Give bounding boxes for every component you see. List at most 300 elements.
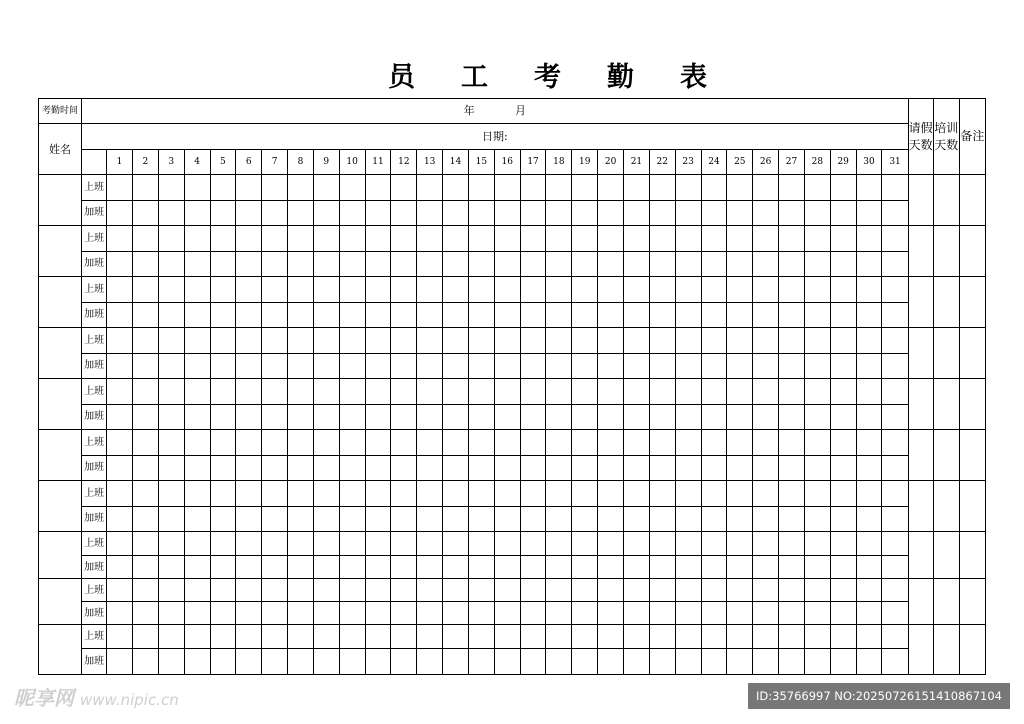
attendance-day-cell[interactable] <box>339 302 365 328</box>
attendance-day-cell[interactable] <box>624 481 650 507</box>
attendance-day-cell[interactable] <box>391 649 417 675</box>
attendance-day-cell[interactable] <box>262 328 288 354</box>
attendance-day-cell[interactable] <box>804 579 830 602</box>
remarks-cell[interactable] <box>959 579 985 625</box>
attendance-day-cell[interactable] <box>520 579 546 602</box>
attendance-day-cell[interactable] <box>184 625 210 649</box>
remarks-cell[interactable] <box>959 379 985 430</box>
leave-days-cell[interactable] <box>908 430 933 481</box>
attendance-day-cell[interactable] <box>830 649 856 675</box>
attendance-day-cell[interactable] <box>572 506 598 532</box>
attendance-day-cell[interactable] <box>804 625 830 649</box>
employee-name-cell[interactable] <box>39 328 82 379</box>
attendance-day-cell[interactable] <box>779 556 805 579</box>
attendance-day-cell[interactable] <box>443 455 469 481</box>
attendance-day-cell[interactable] <box>675 379 701 405</box>
attendance-day-cell[interactable] <box>339 556 365 579</box>
attendance-day-cell[interactable] <box>313 506 339 532</box>
attendance-day-cell[interactable] <box>391 353 417 379</box>
attendance-day-cell[interactable] <box>520 506 546 532</box>
attendance-day-cell[interactable] <box>572 556 598 579</box>
attendance-day-cell[interactable] <box>365 226 391 252</box>
attendance-day-cell[interactable] <box>804 277 830 303</box>
attendance-day-cell[interactable] <box>339 379 365 405</box>
attendance-day-cell[interactable] <box>624 625 650 649</box>
attendance-day-cell[interactable] <box>675 649 701 675</box>
employee-name-cell[interactable] <box>39 226 82 277</box>
attendance-day-cell[interactable] <box>443 175 469 201</box>
attendance-day-cell[interactable] <box>494 625 520 649</box>
attendance-day-cell[interactable] <box>598 532 624 556</box>
attendance-day-cell[interactable] <box>443 481 469 507</box>
attendance-day-cell[interactable] <box>701 328 727 354</box>
attendance-day-cell[interactable] <box>313 481 339 507</box>
attendance-day-cell[interactable] <box>339 200 365 226</box>
attendance-day-cell[interactable] <box>210 430 236 456</box>
attendance-day-cell[interactable] <box>262 430 288 456</box>
attendance-day-cell[interactable] <box>882 481 908 507</box>
attendance-day-cell[interactable] <box>779 353 805 379</box>
attendance-day-cell[interactable] <box>210 649 236 675</box>
attendance-day-cell[interactable] <box>468 506 494 532</box>
attendance-day-cell[interactable] <box>288 532 314 556</box>
attendance-day-cell[interactable] <box>158 251 184 277</box>
attendance-day-cell[interactable] <box>753 625 779 649</box>
attendance-day-cell[interactable] <box>675 579 701 602</box>
attendance-day-cell[interactable] <box>779 404 805 430</box>
attendance-day-cell[interactable] <box>184 602 210 625</box>
attendance-day-cell[interactable] <box>727 579 753 602</box>
attendance-day-cell[interactable] <box>417 277 443 303</box>
attendance-day-cell[interactable] <box>675 226 701 252</box>
attendance-day-cell[interactable] <box>598 481 624 507</box>
attendance-day-cell[interactable] <box>753 251 779 277</box>
attendance-day-cell[interactable] <box>365 175 391 201</box>
attendance-day-cell[interactable] <box>649 579 675 602</box>
attendance-day-cell[interactable] <box>468 556 494 579</box>
attendance-day-cell[interactable] <box>365 379 391 405</box>
attendance-day-cell[interactable] <box>830 430 856 456</box>
attendance-day-cell[interactable] <box>236 175 262 201</box>
attendance-day-cell[interactable] <box>753 506 779 532</box>
attendance-day-cell[interactable] <box>184 649 210 675</box>
attendance-day-cell[interactable] <box>236 404 262 430</box>
attendance-day-cell[interactable] <box>753 175 779 201</box>
attendance-day-cell[interactable] <box>288 625 314 649</box>
attendance-day-cell[interactable] <box>288 226 314 252</box>
attendance-day-cell[interactable] <box>132 579 158 602</box>
attendance-day-cell[interactable] <box>572 602 598 625</box>
attendance-day-cell[interactable] <box>262 602 288 625</box>
attendance-day-cell[interactable] <box>675 556 701 579</box>
attendance-day-cell[interactable] <box>779 200 805 226</box>
attendance-day-cell[interactable] <box>443 226 469 252</box>
attendance-day-cell[interactable] <box>598 302 624 328</box>
attendance-day-cell[interactable] <box>882 379 908 405</box>
attendance-day-cell[interactable] <box>830 200 856 226</box>
attendance-day-cell[interactable] <box>132 430 158 456</box>
attendance-day-cell[interactable] <box>779 602 805 625</box>
attendance-day-cell[interactable] <box>598 251 624 277</box>
attendance-day-cell[interactable] <box>210 175 236 201</box>
attendance-day-cell[interactable] <box>494 353 520 379</box>
attendance-day-cell[interactable] <box>391 175 417 201</box>
attendance-day-cell[interactable] <box>546 251 572 277</box>
attendance-day-cell[interactable] <box>520 200 546 226</box>
attendance-day-cell[interactable] <box>624 430 650 456</box>
attendance-day-cell[interactable] <box>107 532 133 556</box>
attendance-day-cell[interactable] <box>753 277 779 303</box>
attendance-day-cell[interactable] <box>649 353 675 379</box>
employee-name-cell[interactable] <box>39 379 82 430</box>
attendance-day-cell[interactable] <box>598 353 624 379</box>
attendance-day-cell[interactable] <box>649 328 675 354</box>
attendance-day-cell[interactable] <box>391 556 417 579</box>
attendance-day-cell[interactable] <box>779 430 805 456</box>
training-days-cell[interactable] <box>933 430 959 481</box>
attendance-day-cell[interactable] <box>830 353 856 379</box>
attendance-day-cell[interactable] <box>779 302 805 328</box>
attendance-day-cell[interactable] <box>779 251 805 277</box>
attendance-day-cell[interactable] <box>856 379 882 405</box>
attendance-day-cell[interactable] <box>262 455 288 481</box>
attendance-day-cell[interactable] <box>417 353 443 379</box>
attendance-day-cell[interactable] <box>753 430 779 456</box>
attendance-day-cell[interactable] <box>675 481 701 507</box>
attendance-day-cell[interactable] <box>468 175 494 201</box>
attendance-day-cell[interactable] <box>856 277 882 303</box>
attendance-day-cell[interactable] <box>184 251 210 277</box>
attendance-day-cell[interactable] <box>779 379 805 405</box>
attendance-day-cell[interactable] <box>779 506 805 532</box>
attendance-day-cell[interactable] <box>520 175 546 201</box>
attendance-day-cell[interactable] <box>468 302 494 328</box>
employee-name-cell[interactable] <box>39 430 82 481</box>
employee-name-cell[interactable] <box>39 625 82 675</box>
attendance-day-cell[interactable] <box>830 379 856 405</box>
attendance-day-cell[interactable] <box>262 251 288 277</box>
attendance-day-cell[interactable] <box>313 649 339 675</box>
attendance-day-cell[interactable] <box>779 175 805 201</box>
leave-days-cell[interactable] <box>908 328 933 379</box>
attendance-day-cell[interactable] <box>598 277 624 303</box>
attendance-day-cell[interactable] <box>649 430 675 456</box>
attendance-day-cell[interactable] <box>856 455 882 481</box>
attendance-day-cell[interactable] <box>443 328 469 354</box>
attendance-day-cell[interactable] <box>339 625 365 649</box>
attendance-day-cell[interactable] <box>391 404 417 430</box>
attendance-day-cell[interactable] <box>494 379 520 405</box>
attendance-day-cell[interactable] <box>546 226 572 252</box>
attendance-day-cell[interactable] <box>339 455 365 481</box>
attendance-day-cell[interactable] <box>572 175 598 201</box>
attendance-day-cell[interactable] <box>158 379 184 405</box>
attendance-day-cell[interactable] <box>262 625 288 649</box>
attendance-day-cell[interactable] <box>727 649 753 675</box>
attendance-day-cell[interactable] <box>158 455 184 481</box>
attendance-day-cell[interactable] <box>675 175 701 201</box>
attendance-day-cell[interactable] <box>856 302 882 328</box>
attendance-day-cell[interactable] <box>494 302 520 328</box>
training-days-cell[interactable] <box>933 532 959 579</box>
attendance-day-cell[interactable] <box>391 277 417 303</box>
training-days-cell[interactable] <box>933 625 959 675</box>
attendance-day-cell[interactable] <box>443 649 469 675</box>
attendance-day-cell[interactable] <box>184 532 210 556</box>
attendance-day-cell[interactable] <box>649 602 675 625</box>
attendance-day-cell[interactable] <box>649 625 675 649</box>
attendance-day-cell[interactable] <box>830 481 856 507</box>
attendance-day-cell[interactable] <box>856 175 882 201</box>
attendance-day-cell[interactable] <box>313 556 339 579</box>
attendance-day-cell[interactable] <box>313 251 339 277</box>
attendance-day-cell[interactable] <box>391 251 417 277</box>
attendance-day-cell[interactable] <box>339 649 365 675</box>
attendance-day-cell[interactable] <box>107 430 133 456</box>
attendance-day-cell[interactable] <box>572 430 598 456</box>
attendance-day-cell[interactable] <box>598 328 624 354</box>
attendance-day-cell[interactable] <box>339 532 365 556</box>
attendance-day-cell[interactable] <box>701 481 727 507</box>
attendance-day-cell[interactable] <box>262 175 288 201</box>
attendance-day-cell[interactable] <box>417 430 443 456</box>
attendance-day-cell[interactable] <box>158 532 184 556</box>
remarks-cell[interactable] <box>959 532 985 579</box>
attendance-day-cell[interactable] <box>598 455 624 481</box>
attendance-day-cell[interactable] <box>727 455 753 481</box>
year-month-cell[interactable] <box>82 99 909 124</box>
attendance-day-cell[interactable] <box>675 506 701 532</box>
attendance-day-cell[interactable] <box>262 532 288 556</box>
attendance-day-cell[interactable] <box>158 200 184 226</box>
attendance-day-cell[interactable] <box>572 277 598 303</box>
attendance-day-cell[interactable] <box>882 175 908 201</box>
attendance-day-cell[interactable] <box>830 175 856 201</box>
attendance-day-cell[interactable] <box>288 430 314 456</box>
attendance-day-cell[interactable] <box>494 328 520 354</box>
attendance-day-cell[interactable] <box>443 506 469 532</box>
attendance-day-cell[interactable] <box>830 328 856 354</box>
attendance-day-cell[interactable] <box>753 226 779 252</box>
attendance-day-cell[interactable] <box>624 379 650 405</box>
attendance-day-cell[interactable] <box>158 302 184 328</box>
attendance-day-cell[interactable] <box>598 649 624 675</box>
attendance-day-cell[interactable] <box>132 506 158 532</box>
attendance-day-cell[interactable] <box>132 277 158 303</box>
attendance-day-cell[interactable] <box>262 404 288 430</box>
attendance-day-cell[interactable] <box>830 556 856 579</box>
attendance-day-cell[interactable] <box>236 251 262 277</box>
attendance-day-cell[interactable] <box>520 649 546 675</box>
attendance-day-cell[interactable] <box>856 481 882 507</box>
remarks-cell[interactable] <box>959 277 985 328</box>
attendance-day-cell[interactable] <box>468 379 494 405</box>
attendance-day-cell[interactable] <box>417 251 443 277</box>
attendance-day-cell[interactable] <box>313 200 339 226</box>
leave-days-cell[interactable] <box>908 226 933 277</box>
attendance-day-cell[interactable] <box>727 200 753 226</box>
attendance-day-cell[interactable] <box>727 625 753 649</box>
attendance-day-cell[interactable] <box>727 175 753 201</box>
attendance-day-cell[interactable] <box>210 602 236 625</box>
attendance-day-cell[interactable] <box>779 649 805 675</box>
attendance-day-cell[interactable] <box>184 175 210 201</box>
attendance-day-cell[interactable] <box>598 556 624 579</box>
attendance-day-cell[interactable] <box>598 175 624 201</box>
attendance-day-cell[interactable] <box>107 579 133 602</box>
attendance-day-cell[interactable] <box>236 625 262 649</box>
attendance-day-cell[interactable] <box>365 556 391 579</box>
attendance-day-cell[interactable] <box>649 455 675 481</box>
attendance-day-cell[interactable] <box>288 200 314 226</box>
attendance-day-cell[interactable] <box>494 404 520 430</box>
attendance-day-cell[interactable] <box>520 556 546 579</box>
attendance-day-cell[interactable] <box>779 532 805 556</box>
attendance-day-cell[interactable] <box>572 404 598 430</box>
attendance-day-cell[interactable] <box>804 302 830 328</box>
attendance-day-cell[interactable] <box>804 430 830 456</box>
attendance-day-cell[interactable] <box>624 602 650 625</box>
attendance-day-cell[interactable] <box>624 532 650 556</box>
attendance-day-cell[interactable] <box>572 226 598 252</box>
attendance-day-cell[interactable] <box>184 506 210 532</box>
attendance-day-cell[interactable] <box>649 649 675 675</box>
attendance-day-cell[interactable] <box>443 353 469 379</box>
attendance-day-cell[interactable] <box>546 649 572 675</box>
attendance-day-cell[interactable] <box>804 379 830 405</box>
attendance-day-cell[interactable] <box>882 353 908 379</box>
attendance-day-cell[interactable] <box>210 404 236 430</box>
attendance-day-cell[interactable] <box>624 506 650 532</box>
attendance-day-cell[interactable] <box>339 175 365 201</box>
attendance-day-cell[interactable] <box>132 556 158 579</box>
attendance-day-cell[interactable] <box>417 455 443 481</box>
attendance-day-cell[interactable] <box>262 481 288 507</box>
attendance-day-cell[interactable] <box>184 430 210 456</box>
remarks-cell[interactable] <box>959 175 985 226</box>
attendance-day-cell[interactable] <box>624 200 650 226</box>
employee-name-cell[interactable] <box>39 481 82 532</box>
attendance-day-cell[interactable] <box>624 277 650 303</box>
attendance-day-cell[interactable] <box>727 302 753 328</box>
attendance-day-cell[interactable] <box>494 226 520 252</box>
attendance-day-cell[interactable] <box>856 328 882 354</box>
attendance-day-cell[interactable] <box>365 481 391 507</box>
attendance-day-cell[interactable] <box>184 302 210 328</box>
remarks-cell[interactable] <box>959 328 985 379</box>
attendance-day-cell[interactable] <box>443 430 469 456</box>
attendance-day-cell[interactable] <box>158 226 184 252</box>
attendance-day-cell[interactable] <box>675 200 701 226</box>
attendance-day-cell[interactable] <box>520 328 546 354</box>
attendance-day-cell[interactable] <box>572 455 598 481</box>
attendance-day-cell[interactable] <box>468 404 494 430</box>
attendance-day-cell[interactable] <box>804 328 830 354</box>
attendance-day-cell[interactable] <box>158 649 184 675</box>
attendance-day-cell[interactable] <box>701 353 727 379</box>
attendance-day-cell[interactable] <box>701 579 727 602</box>
attendance-day-cell[interactable] <box>288 481 314 507</box>
attendance-day-cell[interactable] <box>520 277 546 303</box>
attendance-day-cell[interactable] <box>158 481 184 507</box>
attendance-day-cell[interactable] <box>365 430 391 456</box>
attendance-day-cell[interactable] <box>856 625 882 649</box>
attendance-day-cell[interactable] <box>184 481 210 507</box>
attendance-day-cell[interactable] <box>365 506 391 532</box>
attendance-day-cell[interactable] <box>830 532 856 556</box>
attendance-day-cell[interactable] <box>236 532 262 556</box>
attendance-day-cell[interactable] <box>546 328 572 354</box>
attendance-day-cell[interactable] <box>417 328 443 354</box>
attendance-day-cell[interactable] <box>701 251 727 277</box>
attendance-day-cell[interactable] <box>494 649 520 675</box>
attendance-day-cell[interactable] <box>262 200 288 226</box>
attendance-day-cell[interactable] <box>288 404 314 430</box>
attendance-day-cell[interactable] <box>107 200 133 226</box>
remarks-cell[interactable] <box>959 625 985 675</box>
attendance-day-cell[interactable] <box>107 175 133 201</box>
attendance-day-cell[interactable] <box>649 532 675 556</box>
attendance-day-cell[interactable] <box>830 226 856 252</box>
attendance-day-cell[interactable] <box>727 277 753 303</box>
attendance-day-cell[interactable] <box>701 277 727 303</box>
attendance-day-cell[interactable] <box>830 506 856 532</box>
attendance-day-cell[interactable] <box>417 506 443 532</box>
attendance-day-cell[interactable] <box>339 579 365 602</box>
attendance-day-cell[interactable] <box>443 379 469 405</box>
attendance-day-cell[interactable] <box>520 430 546 456</box>
attendance-day-cell[interactable] <box>753 455 779 481</box>
attendance-day-cell[interactable] <box>184 455 210 481</box>
attendance-day-cell[interactable] <box>288 302 314 328</box>
attendance-day-cell[interactable] <box>107 379 133 405</box>
attendance-day-cell[interactable] <box>107 506 133 532</box>
attendance-day-cell[interactable] <box>494 481 520 507</box>
attendance-day-cell[interactable] <box>753 379 779 405</box>
attendance-day-cell[interactable] <box>132 200 158 226</box>
attendance-day-cell[interactable] <box>649 481 675 507</box>
attendance-day-cell[interactable] <box>184 579 210 602</box>
attendance-day-cell[interactable] <box>598 506 624 532</box>
attendance-day-cell[interactable] <box>365 302 391 328</box>
attendance-day-cell[interactable] <box>236 226 262 252</box>
attendance-day-cell[interactable] <box>107 226 133 252</box>
attendance-day-cell[interactable] <box>236 602 262 625</box>
attendance-day-cell[interactable] <box>443 404 469 430</box>
attendance-day-cell[interactable] <box>572 328 598 354</box>
attendance-day-cell[interactable] <box>494 506 520 532</box>
attendance-day-cell[interactable] <box>830 625 856 649</box>
attendance-day-cell[interactable] <box>520 532 546 556</box>
attendance-day-cell[interactable] <box>417 200 443 226</box>
attendance-day-cell[interactable] <box>210 353 236 379</box>
attendance-day-cell[interactable] <box>830 602 856 625</box>
attendance-day-cell[interactable] <box>132 379 158 405</box>
attendance-day-cell[interactable] <box>365 277 391 303</box>
training-days-cell[interactable] <box>933 175 959 226</box>
attendance-day-cell[interactable] <box>882 625 908 649</box>
attendance-day-cell[interactable] <box>262 302 288 328</box>
attendance-day-cell[interactable] <box>158 353 184 379</box>
attendance-day-cell[interactable] <box>727 404 753 430</box>
attendance-day-cell[interactable] <box>727 353 753 379</box>
attendance-day-cell[interactable] <box>882 455 908 481</box>
attendance-day-cell[interactable] <box>882 602 908 625</box>
attendance-day-cell[interactable] <box>675 404 701 430</box>
attendance-day-cell[interactable] <box>210 277 236 303</box>
attendance-day-cell[interactable] <box>132 353 158 379</box>
attendance-day-cell[interactable] <box>184 200 210 226</box>
